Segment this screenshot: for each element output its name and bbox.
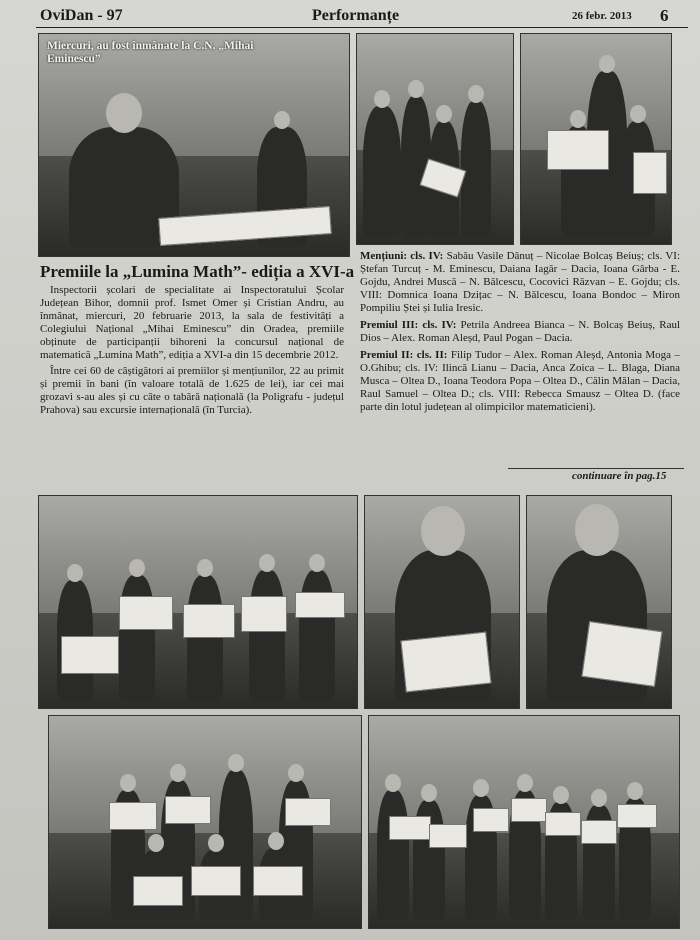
photo-student-boy	[364, 495, 520, 709]
photo-students-group-5	[368, 715, 680, 929]
award-list-third-prize	[360, 319, 680, 345]
page-number: 6	[660, 6, 669, 25]
article-column-2	[360, 250, 680, 418]
page-header	[0, 0, 700, 28]
article-paragraph: Inspectorii școlari de specialitate ai Inspectoratului Școlar Județean Bihor, domnii prof. Ismet Omer și Cristian Andru, au înmânat, miercuri, 20 februarie 2013, la sala de festivități a Colegiului Național „Mihai Eminescu” din Oradea, premiile obținute de participanții bihoreni la concursul național de matematică „Lumina Math”, ediția a XVI-a din 15 decembrie 2012.	[40, 284, 344, 361]
publication-name: OviDan - 97	[40, 7, 123, 24]
award-text: Petrila Andreea Bianca – N. Bolcaș Beiuș, Raul Dios – Alex. Roman Aleșd, Paul Pogan – Dacia.	[360, 319, 681, 344]
award-heading: Premiul III: cls. IV:	[360, 319, 457, 331]
award-list-mentions	[360, 250, 680, 315]
photo-students-group-4	[48, 715, 362, 929]
photo-group-winners-2	[520, 33, 672, 245]
award-list-second-prize	[360, 349, 680, 414]
article-paragraph: Între cei 60 de câștigători ai premiilor și mențiunilor, 22 au primit și premii în bani (în valoare totală de 1.625 de lei), iar cei mai grozavi s-au ales și cu câte o tabără națională (la Poligrafu - județul Prahova) sau excursie internațională (în Turcia).	[40, 365, 344, 416]
photo-group-winners-1	[356, 33, 514, 245]
photo-ceremony-official	[38, 33, 350, 257]
continuation-rule	[508, 468, 684, 469]
article-column-1	[40, 284, 344, 420]
award-text: Sabău Vasile Dănuț – Nicolae Bolcaș Beiuș; cls. VI: Ștefan Turcuț - M. Eminescu, Daiana Iagăr – Dacia, Ioana Gârba - E. Gojdu, Andrei Muscă – N. Bălcescu, Cocovici Răzvan – E. Gojdu; cls. VIII: Domnica Ioana Dzițac – N. Bălcescu, Ioana Bondoc – Miron Pompiliu Ștei și Iulia Iresic.	[360, 250, 681, 314]
issue-date: 26 febr. 2013	[572, 10, 632, 22]
photo-students-group-3	[38, 495, 358, 709]
photo-caption: Miercuri, au fost înmânate la C.N. „Mihai Eminescu”	[47, 40, 254, 65]
award-text: Filip Tudor – Alex. Roman Aleșd, Antonia Moga – O.Ghibu; cls. IV: Ilincă Lianu – Dacia, Anca Zoica – L. Blaga, Diana Musca – Oltea D., Ioana Teodora Popa – Oltea D., Călin Mălan – Dacia, Raul Samuel – Oltea D.; cls. VIII: Rebecca Smausz – Oltea D. (face parte din lotul județean al olimpicilor matematicieni).	[360, 349, 680, 413]
section-title: Performanțe	[312, 7, 400, 24]
header-rule	[36, 27, 688, 28]
award-heading: Mențiuni: cls. IV:	[360, 250, 444, 262]
photo-student-girl	[526, 495, 672, 709]
continuation-note: continuare în pag.15	[572, 470, 667, 482]
article-title: Premiile la „Lumina Math”- ediția a XVI-a	[40, 262, 355, 281]
award-heading: Premiul II: cls. II:	[360, 349, 448, 361]
